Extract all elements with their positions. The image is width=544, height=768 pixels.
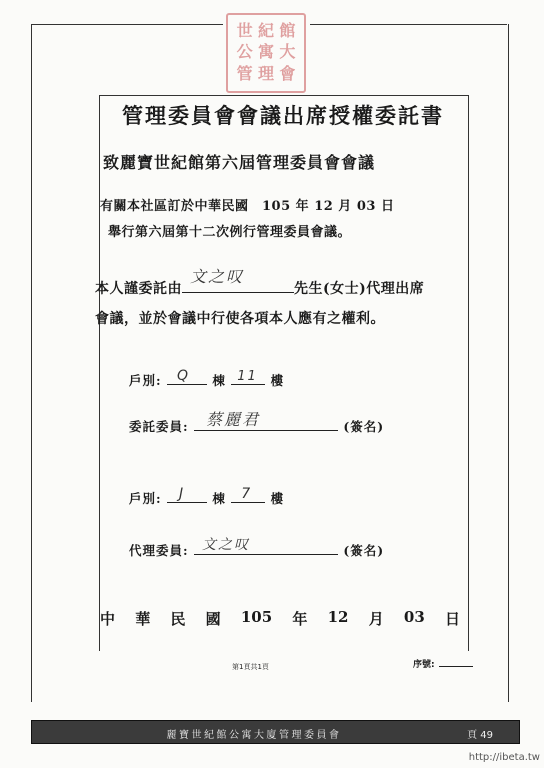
grantor-building-label: 棟 (212, 373, 226, 388)
proxy-building-value: J (178, 486, 186, 502)
proxy-unit-label: 戶別: (129, 491, 162, 506)
proxy-member-label: 代理委員: (129, 543, 189, 558)
seal-char: 理 (257, 63, 274, 83)
outer-frame-top-right (310, 24, 507, 25)
seal-char: 寓 (257, 42, 274, 62)
date-part: 12 (327, 608, 349, 626)
document-title: 管理委員會會議出席授權委託書 (122, 103, 444, 128)
delegate-signature-line[interactable] (182, 267, 294, 293)
addressee: 致麗寶世紀館第六屆管理委員會會議 (103, 153, 376, 172)
date-part: 中 (100, 610, 116, 628)
seal-char: 管 (236, 63, 253, 83)
grantor-floor-field[interactable] (231, 368, 265, 385)
date-part: 年 (292, 610, 308, 628)
proxy-signature: 文之叹 (201, 537, 250, 553)
outer-frame-top-left (31, 24, 223, 25)
date-part: 國 (205, 610, 221, 628)
proxy-sign-note: (簽名) (343, 543, 385, 558)
grantor-building-value: Q (176, 368, 191, 384)
grantor-floor-label: 樓 (270, 373, 285, 388)
authorization-suffix: 先生(女士)代理出席 (294, 281, 425, 297)
seal-char: 公 (236, 42, 253, 62)
proxy-floor-field[interactable] (231, 486, 265, 503)
seal-char: 會 (279, 63, 296, 83)
grantor-floor-value: 11 (237, 369, 258, 384)
footer-org-name: 麗寶世紀館公寓大廈管理委員會 (166, 730, 342, 741)
proxy-floor-label: 樓 (270, 491, 285, 506)
serial-field[interactable] (439, 656, 473, 667)
proxy-floor-value: 7 (241, 486, 253, 502)
date-part: 105 (240, 608, 273, 626)
seal-char: 大 (279, 42, 296, 62)
grantor-building-field[interactable] (167, 368, 207, 385)
notice-line-1: 有關本社區訂於中華民國 105 年 12 月 03 日 (100, 199, 395, 214)
page-info: 第1頁共1頁 (232, 663, 269, 671)
date-part: 日 (444, 610, 460, 628)
grantor-member-label: 委託委員: (129, 419, 189, 434)
document-date (100, 608, 460, 629)
date-part: 月 (368, 610, 384, 628)
proxy-member-row (129, 538, 384, 559)
delegate-signature: 文之叹 (190, 267, 245, 286)
proxy-building-field[interactable] (167, 486, 207, 503)
proxy-unit-row (129, 486, 284, 507)
date-part: 民 (170, 610, 186, 628)
footer-bar (31, 720, 520, 744)
authorization-line-1 (95, 267, 425, 304)
proxy-building-label: 棟 (212, 491, 226, 506)
date-part: 03 (403, 608, 425, 626)
authorization-line-2: 會議，並於會議中行使各項本人應有之權利。 (95, 311, 385, 327)
serial-label: 序號: (413, 660, 435, 670)
proxy-signature-line[interactable] (194, 538, 338, 555)
footer-page-number: 頁 49 (467, 730, 493, 741)
date-part: 華 (135, 610, 151, 628)
grantor-member-row (129, 410, 385, 435)
authorization-statement (95, 267, 425, 334)
grantor-unit-label: 戶別: (129, 373, 162, 388)
grantor-unit-row (129, 368, 284, 389)
notice-line-2: 舉行第六屆第十二次例行管理委員會議。 (108, 225, 352, 240)
grantor-signature: 蔡麗君 (205, 410, 260, 429)
grantor-signature-line[interactable] (194, 410, 338, 431)
seal-char: 館 (279, 21, 296, 40)
seal-char: 紀 (257, 21, 274, 40)
grantor-sign-note: (簽名) (343, 419, 385, 434)
seal-char: 世 (236, 21, 253, 40)
meeting-notice (100, 194, 394, 246)
serial-number (413, 656, 473, 670)
authorization-prefix: 本人謹委託由 (95, 281, 182, 297)
watermark-url: http://ibeta.tw (468, 752, 540, 763)
